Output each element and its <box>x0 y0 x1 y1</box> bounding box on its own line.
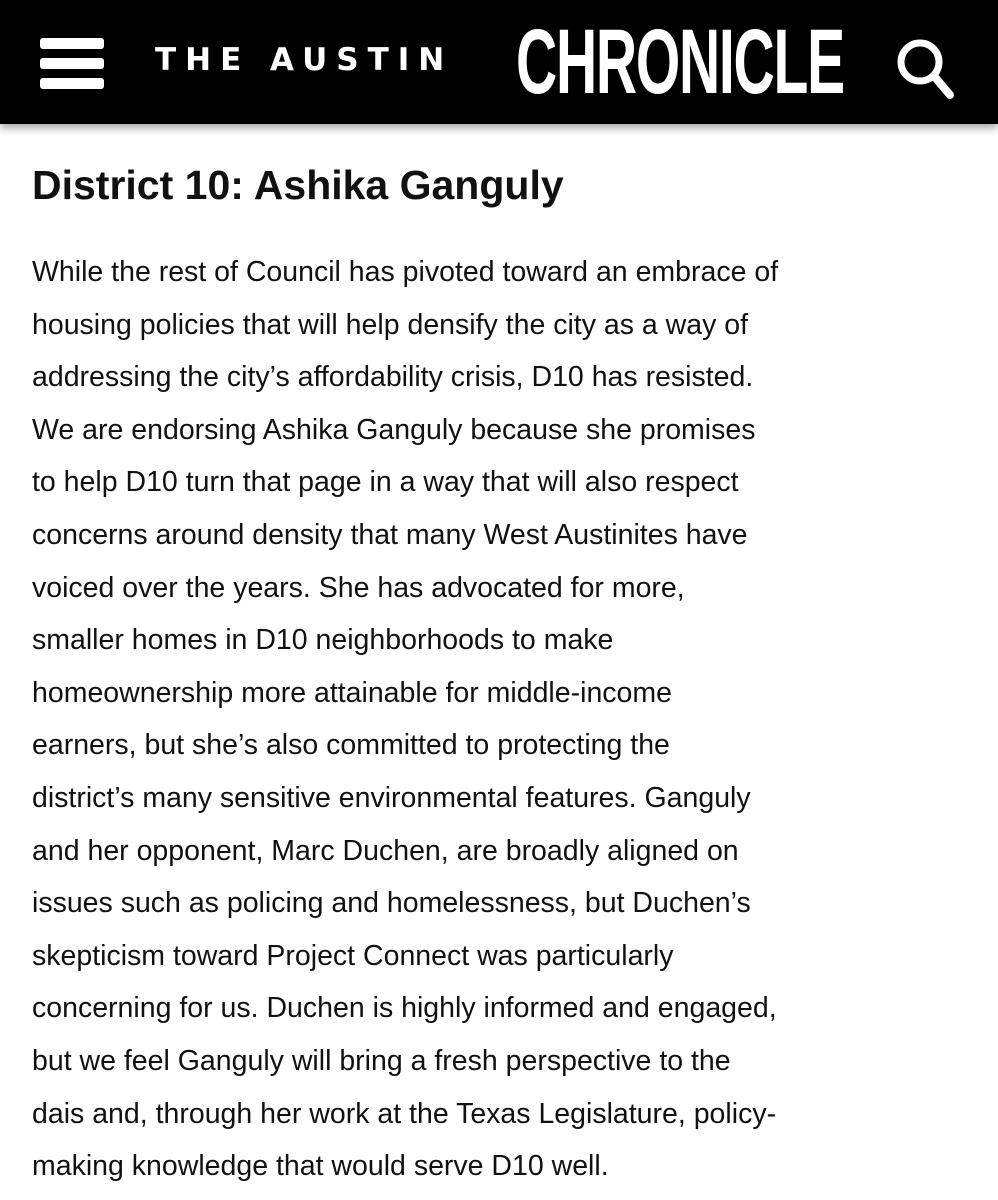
article-text-line: We are endorsing Ashika Ganguly because she promises <box>32 413 756 446</box>
article-text-line: voiced over the years. She has advocated for more, <box>32 571 685 604</box>
article-text-line: concerns around density that many West Austinites have <box>32 518 748 551</box>
article-text-line: skepticism toward Project Connect was particularly <box>32 939 674 972</box>
article-text-line: and her opponent, Marc Duchen, are broadly aligned on <box>32 834 739 867</box>
article-title: District 10: Ashika Ganguly <box>32 162 564 208</box>
article-text-line: housing policies that will help densify the city as a way of <box>32 308 749 341</box>
article-text-line: addressing the city’s affordability crisis, D10 has resisted. <box>32 361 754 394</box>
search-icon[interactable] <box>890 32 960 102</box>
article-text-line: homeownership more attainable for middle-income <box>32 676 672 709</box>
article-body <box>32 246 982 1193</box>
article-text-line: earners, but she’s also committed to protecting the <box>32 729 670 762</box>
article-text-line: dais and, through her work at the Texas Legislature, policy- <box>32 1097 777 1130</box>
article-text-line: to help D10 turn that page in a way that will also respect <box>32 466 739 499</box>
article-text-line: making knowledge that would serve D10 well. <box>32 1150 609 1183</box>
article-text-line: smaller homes in D10 neighborhoods to make <box>32 624 614 657</box>
site-header <box>0 0 998 124</box>
article-text-line: concerning for us. Duchen is highly informed and engaged, <box>32 992 777 1025</box>
article-text-line: district’s many sensitive environmental features. Ganguly <box>32 781 751 814</box>
article-text-line: issues such as policing and homelessness, but Duchen’s <box>32 887 751 920</box>
article-text-line: While the rest of Council has pivoted toward an embrace of <box>32 256 779 288</box>
logo-chronicle: CHRONICLE <box>516 11 844 113</box>
article-text-line: but we feel Ganguly will bring a fresh perspective to the <box>32 1044 731 1077</box>
hamburger-menu-icon[interactable] <box>40 38 104 90</box>
logo-the-austin: THE AUSTIN <box>155 42 454 78</box>
